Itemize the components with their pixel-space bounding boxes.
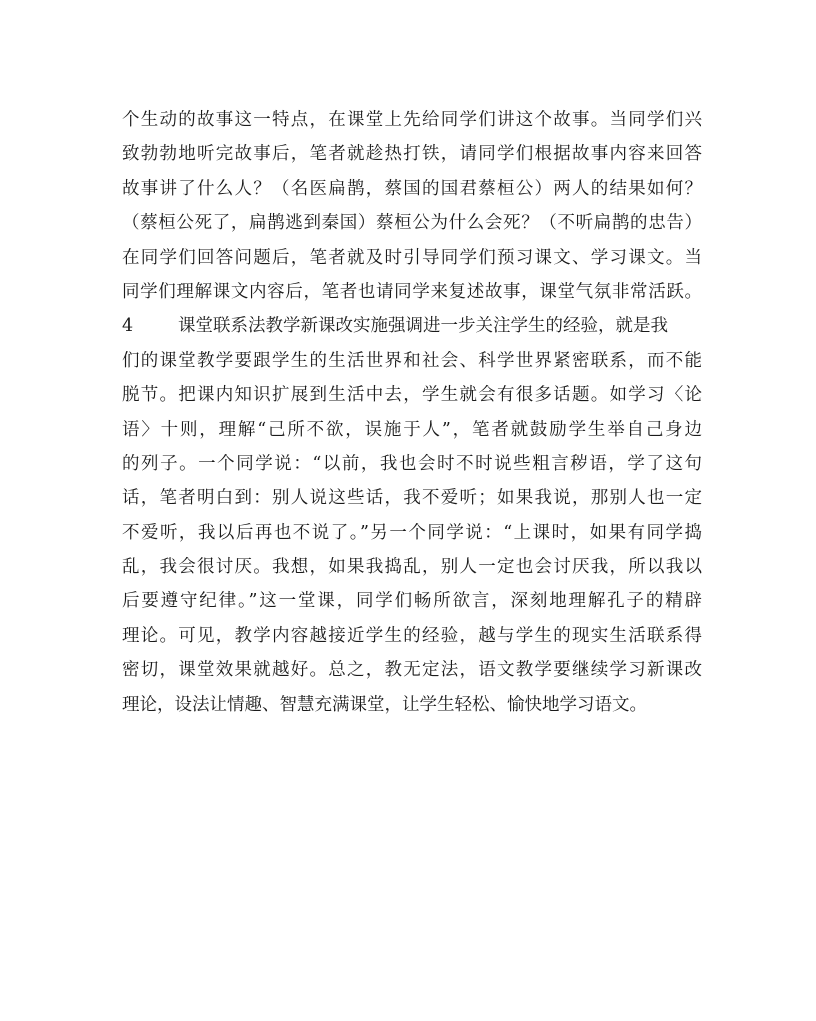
text-line: 不爱听，我以后再也不说了。”另一个同学说：“上课时，如果有同学捣 (122, 522, 702, 543)
text-line: 话，笔者明白到：别人说这些话，我不爱听；如果我说，那别人也一定 (122, 488, 702, 509)
text-line: 乱，我会很讨厌。我想，如果我捣乱，别人一定也会讨厌我，所以我以 (122, 557, 702, 578)
body-text (122, 103, 702, 722)
section-line (122, 309, 702, 343)
text-line: 个生动的故事这一特点，在课堂上先给同学们讲这个故事。当同学们兴 (122, 110, 702, 130)
text-line: 后要遵守纪律。”这一堂课，同学们畅所欲言，深刻地理解孔子的精辟 (122, 591, 702, 612)
section-line-text: 课堂联系法教学新课改实施强调进一步关注学生的经验，就是我 (178, 316, 668, 337)
text-line: 密切，课堂效果就越好。总之，教无定法，语文教学要继续学习新课改 (122, 660, 702, 681)
text-line: 语〉十则，理解“己所不欲，误施于人”，笔者就鼓励学生举自己身边 (122, 419, 702, 440)
text-line: 在同学们回答问题后，笔者就及时引导同学们预习课文、学习课文。当 (122, 247, 702, 268)
text-line: 致勃勃地听完故事后，笔者就趁热打铁，请同学们根据故事内容来回答 (122, 144, 702, 165)
text-line: （蔡桓公死了，扁鹊逃到秦国）蔡桓公为什么会死？（不听扁鹊的忠告） (122, 213, 702, 234)
text-line: 同学们理解课文内容后，笔者也请同学来复述故事，课堂气氛非常活跃。 (122, 281, 702, 302)
text-line: 理论。可见，教学内容越接近学生的经验，越与学生的现实生活联系得 (122, 625, 702, 646)
text-line: 脱节。把课内知识扩展到生活中去，学生就会有很多话题。如学习〈论 (122, 385, 702, 406)
text-line: 的列子。一个同学说：“以前，我也会时不时说些粗言秽语，学了这句 (122, 453, 702, 474)
text-line: 们的课堂教学要跟学生的生活世界和社会、科学世界紧密联系，而不能 (122, 350, 702, 371)
text-line: 故事讲了什么人？（名医扁鹊，蔡国的国君蔡桓公）两人的结果如何？ (122, 178, 702, 199)
text-line: 理论，设法让情趣、智慧充满课堂，让学生轻松、愉快地学习语文。 (122, 694, 647, 715)
section-number: 4 (122, 316, 134, 337)
